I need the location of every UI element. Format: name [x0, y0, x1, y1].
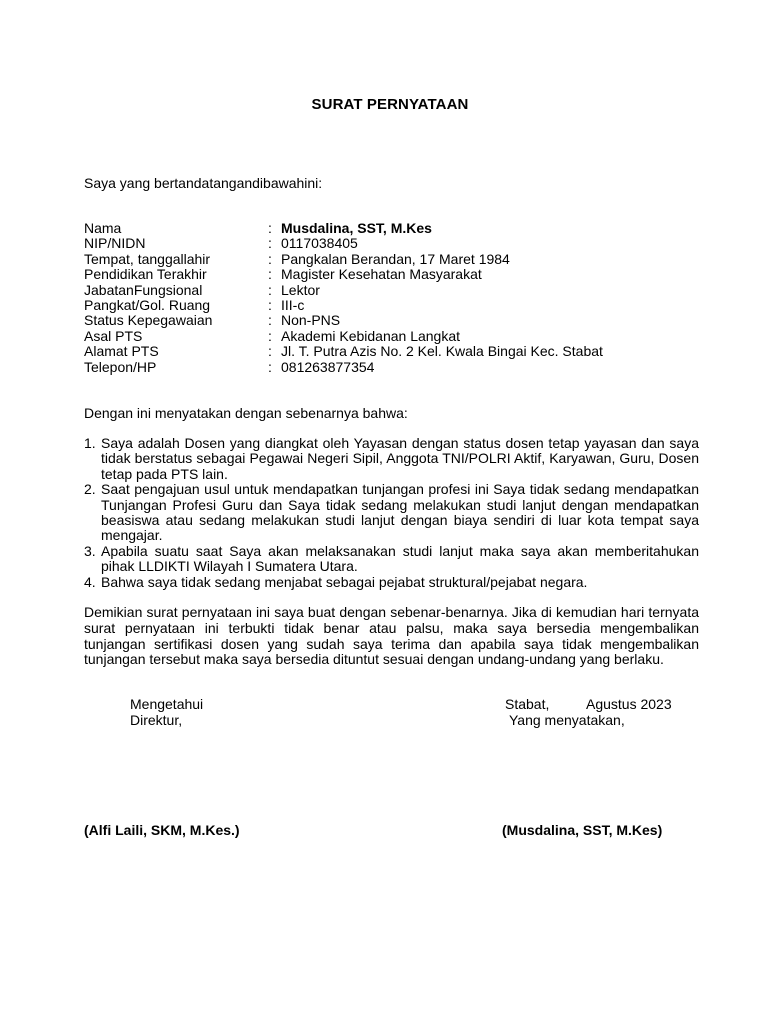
field-value: Pangkalan Berandan, 17 Maret 1984 [281, 250, 510, 267]
field-colon: : [268, 266, 272, 283]
list-number: 2. [84, 481, 96, 498]
signature-left-line1: Mengetahui [130, 696, 204, 712]
list-text: Bahwa saya tidak sedang menjabat sebagai pejabat struktural/pejabat negara. [101, 573, 588, 590]
field-colon: : [268, 296, 272, 313]
signature-left-name: (Alfi Laili, SKM, M.Kes.) [84, 822, 240, 838]
field-value: Magister Kesehatan Masyarakat [281, 266, 482, 283]
field-value: III-c [281, 296, 305, 313]
list-number: 1. [84, 435, 96, 451]
closing-paragraph: Demikian surat pernyataan ini saya buat dengan sebenar-benarnya. Jika di kemudian hari ternyata surat pernyataan ini terbukti tidak benar atau palsu, maka saya bersedia mengembalikan tunjangan sertifikasi dosen yang sudah saya terima dan apabila saya tidak mengembalikan tunjangan tersebut maka saya bersedia dituntut sesuai dengan undang-undang yang berlaku. [84, 604, 699, 668]
field-colon: : [268, 235, 272, 252]
field-label: Pendidikan Terakhir [84, 266, 207, 283]
field-label: NIP/NIDN [84, 235, 146, 252]
statement-intro: Dengan ini menyatakan dengan sebenarnya bahwa: [84, 405, 408, 421]
field-label: JabatanFungsional [84, 281, 203, 298]
list-item [84, 436, 699, 482]
field-colon: : [268, 327, 272, 344]
field-colon: : [268, 220, 272, 236]
field-colon: : [268, 343, 272, 360]
field-label: Telepon/HP [84, 358, 157, 375]
field-label: Asal PTS [84, 327, 143, 344]
list-item [84, 482, 699, 544]
list-number: 3. [84, 542, 96, 559]
field-label: Pangkat/Gol. Ruang [84, 296, 211, 313]
document-title: SURAT PERNYATAAN [311, 96, 469, 113]
intro-text: Saya yang bertandatangandibawahini: [84, 175, 323, 191]
statement-list [84, 436, 699, 590]
signature-right-date: Agustus 2023 [586, 696, 672, 712]
signature-left-line2: Direktur, [130, 712, 183, 728]
field-value: 081263877354 [281, 358, 375, 375]
field-value: 0117038405 [281, 235, 358, 252]
list-number: 4. [84, 573, 96, 590]
list-item [84, 575, 699, 590]
field-value: Non-PNS [281, 312, 341, 329]
list-text: Apabila suatu saat Saya akan melaksanakan studi lanjut maka saya akan memberitahukan pihak LLDIKTI Wilayah I Sumatera Utara. [101, 542, 699, 575]
field-label: Tempat, tanggallahir [84, 250, 211, 267]
field-colon: : [268, 312, 272, 329]
signature-right-place: Stabat, [505, 696, 550, 712]
field-colon: : [268, 250, 272, 267]
field-label: Alamat PTS [84, 343, 159, 360]
list-text: Saya adalah Dosen yang diangkat oleh Yayasan dengan status dosen tetap yayasan dan saya tidak berstatus sebagai Pegawai Negeri Sipil, Anggota TNI/POLRI Aktif, Karyawan, Guru, Dosen tetap pada PTS lain. [101, 435, 699, 482]
field-label: Status Kepegawaian [84, 312, 213, 329]
field-label: Nama [84, 220, 122, 236]
field-value: Musdalina, SST, M.Kes [281, 220, 432, 236]
field-colon: : [268, 358, 272, 375]
list-text: Saat pengajuan usul untuk mendapatkan tunjangan profesi ini Saya tidak sedang mendapatkan Tunjangan Profesi Guru dan Saya tidak sedang melakukan studi lanjut dengan mendapatkan beasiswa atau sedang melakukan studi lanjut dengan biaya sendiri di luar kota tempat saya mengajar. [101, 481, 699, 544]
field-colon: : [268, 281, 272, 298]
signature-right-line2: Yang menyatakan, [509, 712, 625, 728]
field-value: Jl. T. Putra Azis No. 2 Kel. Kwala Bingai Kec. Stabat [281, 343, 603, 360]
list-item [84, 544, 699, 575]
field-value: Lektor [281, 281, 320, 298]
signature-right-name: (Musdalina, SST, M.Kes) [502, 822, 663, 838]
field-value: Akademi Kebidanan Langkat [281, 327, 461, 344]
